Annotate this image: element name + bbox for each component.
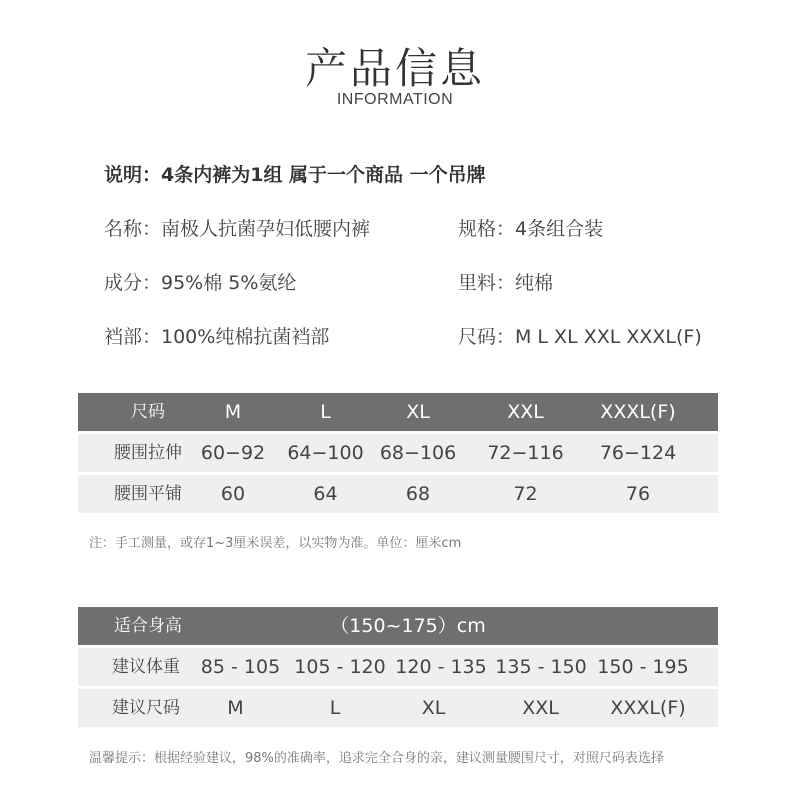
table-cell: 68 — [405, 483, 431, 505]
table-row — [78, 475, 718, 513]
table-cell: L — [329, 697, 341, 719]
info-spec: 规格：4条组合装 — [458, 218, 604, 240]
table-cell: 76−124 — [599, 442, 677, 464]
table-cell: 85 - 105 — [200, 656, 281, 678]
table-row — [78, 648, 718, 686]
size-header-cell: XXXL(F) — [600, 401, 676, 423]
row-label: 腰围平铺 — [114, 484, 182, 504]
size-table-header — [78, 393, 718, 431]
table-cell: 150 - 195 — [597, 656, 689, 678]
page-subtitle: INFORMATION — [336, 91, 454, 108]
size-header-cell: XXL — [507, 401, 544, 423]
table-cell: 64 — [313, 483, 338, 505]
table-row — [78, 689, 718, 727]
table-row — [78, 434, 718, 472]
table-cell: 60 — [220, 483, 246, 505]
table-cell: 105 - 120 — [294, 656, 386, 678]
row-label: 腰围拉伸 — [114, 443, 182, 463]
table-cell: 76 — [625, 483, 651, 505]
row-label: 建议尺码 — [112, 698, 180, 718]
table-cell: XXL — [522, 697, 559, 719]
info-lining: 里料：纯棉 — [458, 272, 554, 294]
table-cell: XL — [421, 697, 446, 719]
table-cell: M — [227, 697, 244, 719]
size-header-label: 尺码 — [131, 402, 165, 422]
info-sizes: 尺码：M L XL XXL XXXL(F) — [458, 326, 702, 348]
fit-header-label: 适合身高 — [114, 616, 182, 636]
table-cell: 135 - 150 — [495, 656, 587, 678]
size-note: 注：手工测量，或存1~3厘米误差，以实物为准。单位：厘米cm — [89, 536, 462, 551]
info-material: 成分：95%棉 5%氨纶 — [104, 272, 297, 294]
table-cell: 72−116 — [487, 442, 564, 464]
info-crotch: 裆部：100%纯棉抗菌裆部 — [104, 326, 330, 348]
table-cell: 64−100 — [287, 442, 364, 464]
size-header-cell: L — [320, 401, 331, 423]
table-cell: 120 - 135 — [395, 656, 487, 678]
table-cell: 60−92 — [200, 442, 266, 464]
fit-header-value: （150~175）cm — [330, 615, 486, 637]
fit-table-header — [78, 607, 718, 645]
page-title: 产品信息 — [304, 44, 485, 93]
fit-table — [78, 607, 718, 730]
info-name: 名称：南极人抗菌孕妇低腰内裤 — [104, 218, 371, 240]
size-header-cell: M — [224, 401, 242, 423]
size-header-cell: XL — [406, 401, 430, 423]
size-table — [78, 393, 718, 516]
table-cell: 68−106 — [379, 442, 457, 464]
table-cell: XXXL(F) — [610, 697, 686, 719]
row-label: 建议体重 — [112, 657, 180, 677]
fit-note: 温馨提示：根据经验建议，98%的准确率，追求完全合身的亲，建议测量腰围尺寸，对照尺码表选择 — [89, 751, 664, 766]
description: 说明：4条内裤为1组 属于一个商品 一个吊牌 — [104, 164, 486, 186]
table-cell: 72 — [513, 483, 538, 505]
